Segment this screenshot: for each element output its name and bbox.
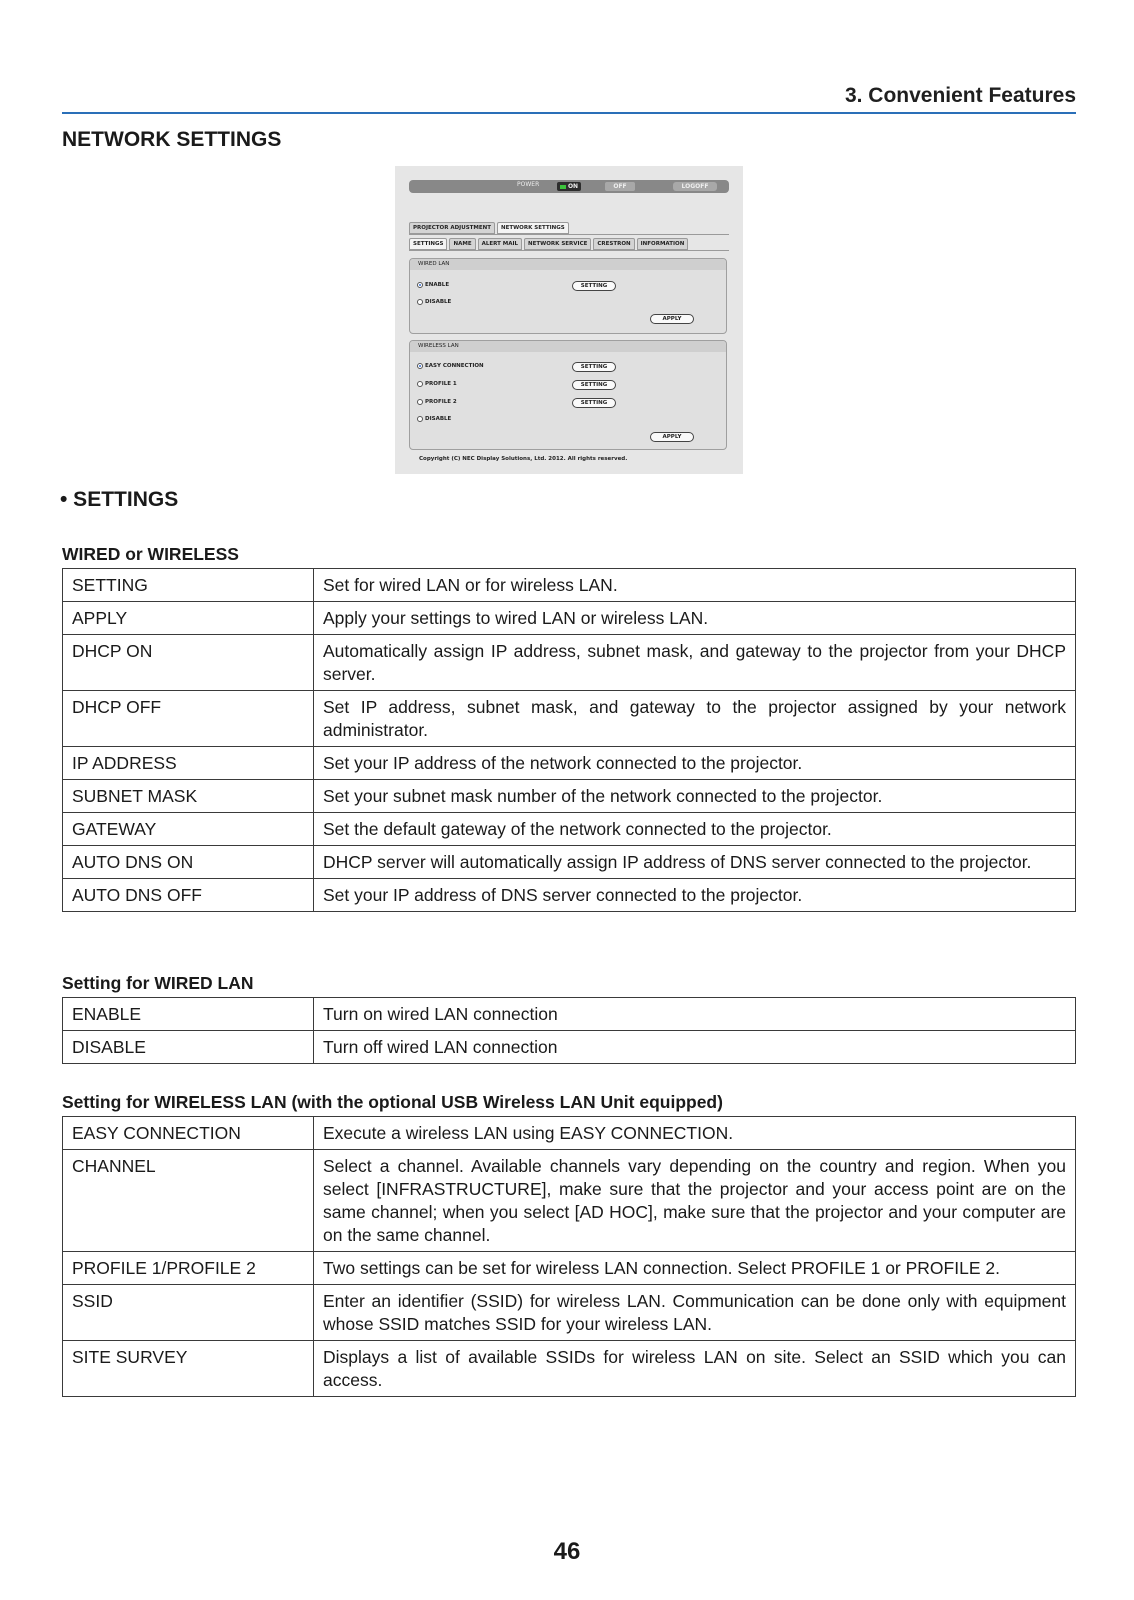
wired-disable-option[interactable]: [417, 299, 451, 305]
wireless-profile1-setting-button[interactable]: SETTING: [572, 380, 616, 390]
setting-name: AUTO DNS ON: [63, 846, 314, 879]
option-label: ENABLE: [425, 282, 450, 288]
settings-title: • SETTINGS: [60, 488, 179, 511]
setting-name: DHCP ON: [63, 635, 314, 691]
wired-enable-option[interactable]: [417, 282, 449, 288]
setting-description: DHCP server will automatically assign IP address of DNS server connected to the projector.: [314, 846, 1076, 879]
setting-name: EASY CONNECTION: [63, 1117, 314, 1150]
table-row: [63, 602, 1076, 635]
wireless-lan-heading: Setting for WIRELESS LAN (with the optional USB Wireless LAN Unit equipped): [62, 1092, 723, 1112]
option-label: DISABLE: [425, 416, 452, 422]
wired-or-wireless-heading: WIRED or WIRELESS: [62, 544, 239, 564]
setting-description: Apply your settings to wired LAN or wireless LAN.: [314, 602, 1076, 635]
table-row: [63, 1341, 1076, 1397]
power-on-label: ON: [567, 183, 579, 190]
setting-name: IP ADDRESS: [63, 747, 314, 780]
setting-description: Set your IP address of DNS server connected to the projector.: [314, 879, 1076, 912]
table-row: [63, 1117, 1076, 1150]
chapter-header: 3. Convenient Features: [62, 84, 1076, 114]
setting-description: Displays a list of available SSIDs for wireless LAN on site. Select an SSID which you can access.: [314, 1341, 1076, 1397]
wired-lan-heading: Setting for WIRED LAN: [62, 973, 254, 993]
setting-description: Turn on wired LAN connection: [314, 998, 1076, 1031]
table-row: [63, 1150, 1076, 1252]
radio-icon[interactable]: [417, 399, 423, 405]
table-row: [63, 998, 1076, 1031]
setting-name: ENABLE: [63, 998, 314, 1031]
setting-name: APPLY: [63, 602, 314, 635]
setting-name: GATEWAY: [63, 813, 314, 846]
wireless-profile2-option[interactable]: [417, 399, 457, 405]
setting-name: SUBNET MASK: [63, 780, 314, 813]
wired-lan-table: [62, 997, 1076, 1064]
setting-name: SITE SURVEY: [63, 1341, 314, 1397]
wired-lan-title: WIRED LAN: [410, 259, 726, 270]
option-label: EASY CONNECTION: [425, 363, 484, 369]
table-row: [63, 1252, 1076, 1285]
setting-description: Set IP address, subnet mask, and gateway to the projector assigned by your network administrator.: [314, 691, 1076, 747]
power-on-button[interactable]: [557, 182, 581, 191]
table-row: [63, 879, 1076, 912]
wireless-easy-setting-button[interactable]: SETTING: [572, 362, 616, 372]
setting-description: Enter an identifier (SSID) for wireless LAN. Communication can be done only with equipment whose SSID matches SSID for your wireless LAN.: [314, 1285, 1076, 1341]
web-ui-screenshot: [395, 166, 743, 474]
option-label: PROFILE 2: [425, 399, 457, 405]
power-off-button[interactable]: OFF: [605, 182, 635, 191]
option-label: PROFILE 1: [425, 381, 457, 387]
table-row: [63, 747, 1076, 780]
tab-information[interactable]: INFORMATION: [637, 238, 689, 250]
wireless-lan-title: WIRELESS LAN: [410, 341, 726, 352]
power-bar: [409, 180, 729, 193]
tab-divider: [409, 250, 729, 251]
setting-description: Execute a wireless LAN using EASY CONNECTION.: [314, 1117, 1076, 1150]
setting-name: SSID: [63, 1285, 314, 1341]
table-row: [63, 813, 1076, 846]
power-label: POWER: [517, 181, 540, 188]
tab-name[interactable]: NAME: [449, 238, 475, 250]
wireless-disable-option[interactable]: [417, 416, 451, 422]
radio-icon[interactable]: [417, 381, 423, 387]
tab-network-service[interactable]: NETWORK SERVICE: [524, 238, 591, 250]
wired-lan-group: [409, 258, 727, 334]
power-indicator-icon: [560, 185, 566, 189]
table-row: [63, 780, 1076, 813]
setting-name: PROFILE 1/PROFILE 2: [63, 1252, 314, 1285]
sub-tabs: [409, 238, 690, 250]
setting-description: Select a channel. Available channels vary depending on the country and region. When you select [INFRASTRUCTURE], make sure that the projector and your access point are on the same channel; when you select [AD HOC], make sure that the projector and your computer are on the same channel.: [314, 1150, 1076, 1252]
setting-name: AUTO DNS OFF: [63, 879, 314, 912]
setting-description: Set your IP address of the network connected to the projector.: [314, 747, 1076, 780]
table-row: [63, 1031, 1076, 1064]
setting-description: Set the default gateway of the network connected to the projector.: [314, 813, 1076, 846]
setting-description: Two settings can be set for wireless LAN connection. Select PROFILE 1 or PROFILE 2.: [314, 1252, 1076, 1285]
setting-name: SETTING: [63, 569, 314, 602]
page-number: 46: [553, 1538, 581, 1565]
setting-description: Set for wired LAN or for wireless LAN.: [314, 569, 1076, 602]
table-row: [63, 691, 1076, 747]
tab-projector-adjustment[interactable]: PROJECTOR ADJUSTMENT: [409, 222, 495, 234]
radio-icon[interactable]: [417, 416, 423, 422]
setting-description: Turn off wired LAN connection: [314, 1031, 1076, 1064]
copyright-text: Copyright (C) NEC Display Solutions, Ltd. 2012. All rights reserved.: [419, 456, 628, 462]
radio-icon[interactable]: [417, 299, 423, 305]
wired-or-wireless-table: [62, 568, 1076, 912]
table-row: [63, 569, 1076, 602]
wired-setting-button[interactable]: SETTING: [572, 281, 616, 291]
setting-name: CHANNEL: [63, 1150, 314, 1252]
wireless-apply-button[interactable]: APPLY: [650, 432, 694, 442]
logoff-button[interactable]: LOGOFF: [673, 182, 717, 191]
section-title: NETWORK SETTINGS: [62, 128, 282, 151]
main-tabs: [409, 222, 571, 234]
option-label: DISABLE: [425, 299, 452, 305]
wireless-lan-table: [62, 1116, 1076, 1397]
wireless-easy-connection-option[interactable]: [417, 363, 484, 369]
wired-apply-button[interactable]: APPLY: [650, 314, 694, 324]
setting-description: Set your subnet mask number of the network connected to the projector.: [314, 780, 1076, 813]
table-row: [63, 1285, 1076, 1341]
setting-description: Automatically assign IP address, subnet mask, and gateway to the projector from your DHCP server.: [314, 635, 1076, 691]
wireless-profile1-option[interactable]: [417, 381, 457, 387]
tab-settings[interactable]: SETTINGS: [409, 238, 447, 250]
radio-selected-icon[interactable]: [417, 363, 423, 369]
radio-selected-icon[interactable]: [417, 282, 423, 288]
tab-network-settings[interactable]: NETWORK SETTINGS: [497, 222, 569, 234]
tab-alert-mail[interactable]: ALERT MAIL: [478, 238, 522, 250]
wireless-profile2-setting-button[interactable]: SETTING: [572, 398, 616, 408]
table-row: [63, 846, 1076, 879]
wireless-lan-group: [409, 340, 727, 450]
setting-name: DISABLE: [63, 1031, 314, 1064]
tab-divider: [409, 234, 729, 235]
tab-crestron[interactable]: CRESTRON: [593, 238, 634, 250]
setting-name: DHCP OFF: [63, 691, 314, 747]
table-row: [63, 635, 1076, 691]
